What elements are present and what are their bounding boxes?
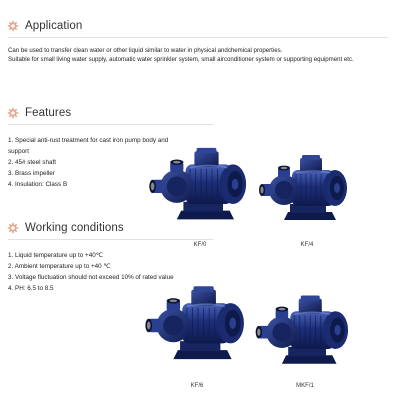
working-conditions-heading [7,222,124,234]
features-heading [7,107,71,119]
pump-mkf1-caption: MKF/1 [296,383,314,389]
application-heading [7,20,82,32]
list-item: 1. Liquid temperature up to +40℃ [8,252,103,259]
list-item: 2. 45# steel shaft [8,159,56,167]
list-item: 3. Voltage fluctuation should not exceed 10% of rated value [8,274,174,282]
pump-kf0-caption: KF/0 [193,242,207,248]
application-text [8,46,354,65]
list-item: 4. PH: 6.5 to 8.5 [8,285,54,293]
features-list [8,135,168,190]
gear-icon [7,20,19,32]
features-title: Features [25,107,72,119]
list-item: support [8,148,30,156]
pump-kf0-image [146,138,256,226]
gear-icon [7,107,19,119]
pump-kf6-image [142,276,254,366]
application-line-2: Suitable for small living water supply, automatic water sprinkler system, small airconditioner system or supporting equipment etc. [8,56,354,64]
working-conditions-divider [8,239,213,240]
application-title: Application [25,20,83,32]
features-divider [8,124,213,125]
pump-mkf1-image [252,286,358,370]
list-item: 3. Brass impeller [8,170,55,178]
gear-icon [7,222,19,234]
pump-kf4-image [256,146,356,226]
list-item: 2. Ambient temperature up to +40 ℃ [8,263,111,271]
pump-kf6-caption: KF/6 [190,383,204,389]
list-item: 4. Insulation: Class B [8,181,68,189]
application-line-1: Can be used to transfer clean water or other liquid similar to water in physical andchemical properties. [8,47,283,54]
list-item: 1. Special anti-rust treatment for cast iron pump body and [8,137,169,144]
working-conditions-title: Working conditions [25,222,124,234]
pump-kf4-caption: KF/4 [300,242,314,248]
application-divider [8,37,388,38]
